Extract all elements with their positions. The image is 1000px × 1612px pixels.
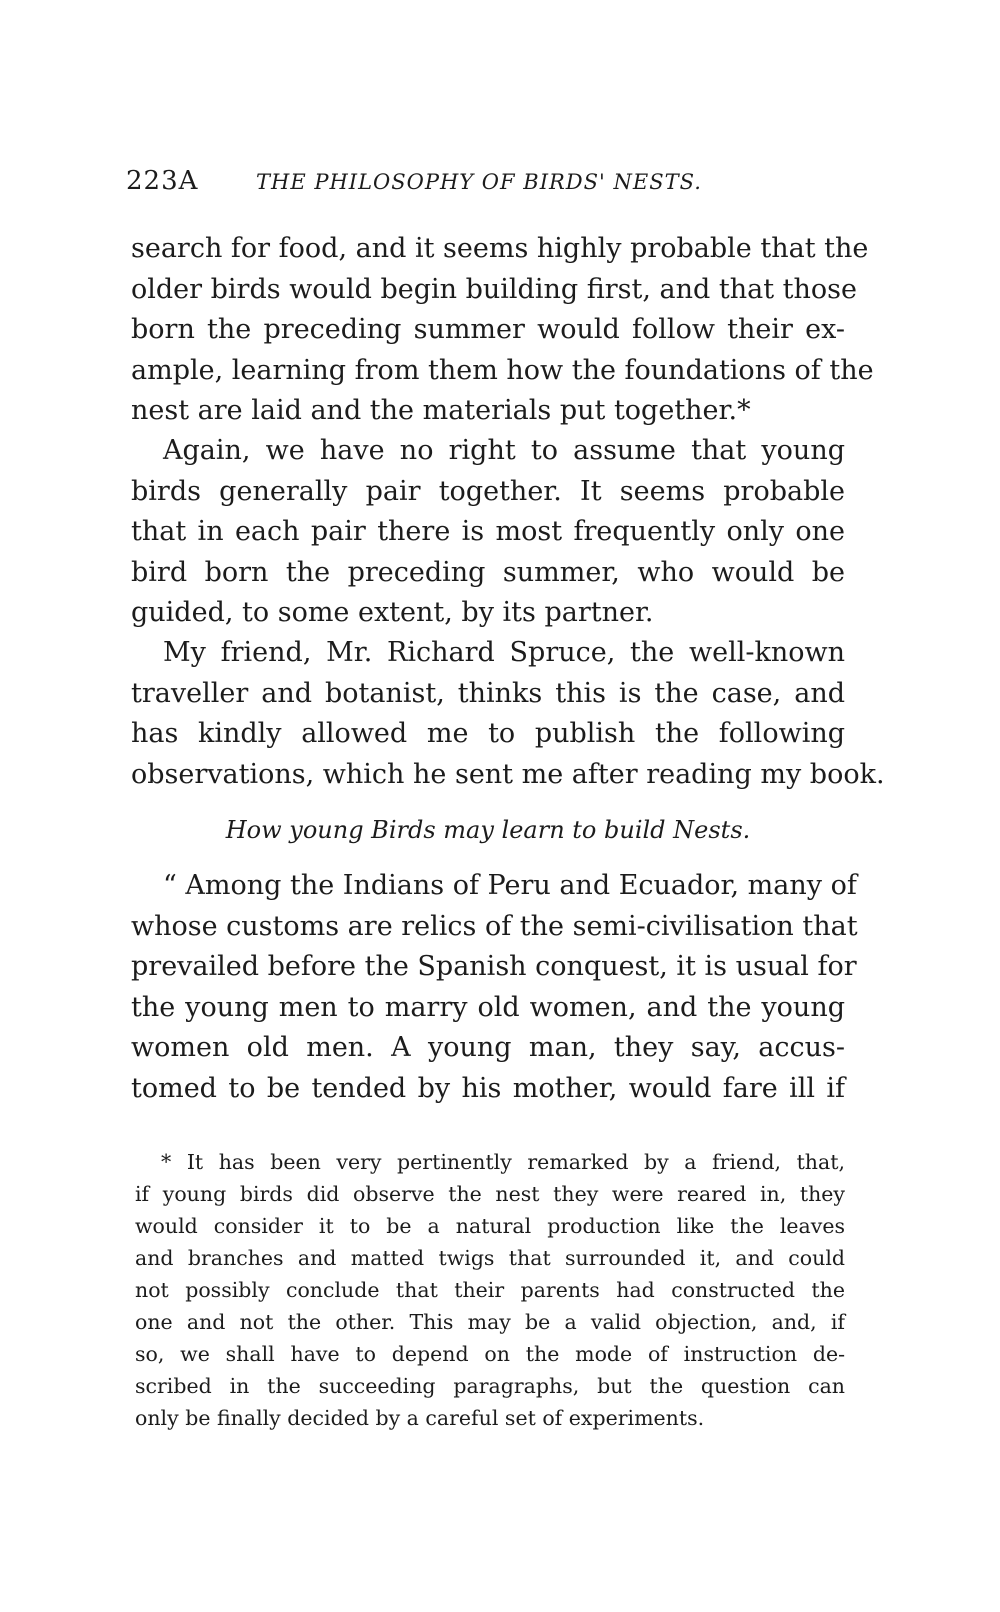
text-line: tomed to be tended by his mother, would fare ill if: [131, 1072, 845, 1104]
text-line: observations, which he sent me after reading my book.: [131, 758, 885, 790]
footnote-line: * It has been very pertinently remarked by a friend, that,: [161, 1150, 845, 1174]
page-number: 223A: [126, 166, 199, 196]
paragraph-indians-of-peru: [131, 866, 858, 1109]
footnote-line: only be finally decided by a careful set of experiments.: [135, 1406, 705, 1430]
text-line: older birds would begin building first, and that those: [131, 273, 857, 305]
paragraph-continued: [131, 229, 874, 432]
footnote-line: scribed in the succeeding paragraphs, but the question can: [135, 1374, 845, 1398]
text-line: ample, learning from them how the foundations of the: [131, 354, 874, 386]
text-line: search for food, and it seems highly probable that the: [131, 233, 869, 264]
footnote: [135, 1146, 845, 1434]
text-line: bird born the preceding summer, who would be: [131, 556, 845, 588]
paragraph-young-birds-pairing: [131, 431, 845, 634]
footnote-line: so, we shall have to depend on the mode of instruction de-: [135, 1342, 845, 1366]
text-line: that in each pair there is most frequently only one: [131, 516, 845, 547]
footnote-line: not possibly conclude that their parents had constructed the: [135, 1278, 845, 1302]
text-line: born the preceding summer would follow their ex-: [131, 314, 845, 345]
text-line: My friend, Mr. Richard Spruce, the well-known: [163, 637, 845, 668]
footnote-line: if young birds did observe the nest they were reared in, they: [135, 1182, 845, 1206]
text-line: whose customs are relics of the semi-civilisation that: [131, 910, 858, 942]
text-line: the young men to marry old women, and the young: [131, 991, 845, 1023]
text-line: prevailed before the Spanish conquest, it is usual for: [131, 951, 857, 982]
text-line: nest are laid and the materials put together.*: [131, 395, 751, 426]
footnote-line: one and not the other. This may be a valid objection, and, if: [135, 1310, 845, 1334]
text-line: Again, we have no right to assume that young: [163, 435, 845, 466]
paragraph-richard-spruce: [131, 633, 885, 795]
running-head: [126, 166, 846, 202]
text-line: guided, to some extent, by its partner.: [131, 597, 654, 628]
text-line: birds generally pair together. It seems probable: [131, 475, 845, 507]
section-heading: How young Birds may learn to build Nests.: [225, 816, 751, 844]
running-title: THE PHILOSOPHY OF BIRDS' NESTS.: [256, 170, 702, 194]
text-line: “ Among the Indians of Peru and Ecuador, many of: [163, 870, 857, 901]
text-line: has kindly allowed me to publish the following: [131, 718, 845, 749]
text-line: traveller and botanist, thinks this is the case, and: [131, 677, 845, 709]
footnote-line: would consider it to be a natural production like the leaves: [135, 1214, 845, 1238]
footnote-line: and branches and matted twigs that surrounded it, and could: [135, 1246, 845, 1270]
text-line: women old men. A young man, they say, accus-: [131, 1032, 845, 1063]
